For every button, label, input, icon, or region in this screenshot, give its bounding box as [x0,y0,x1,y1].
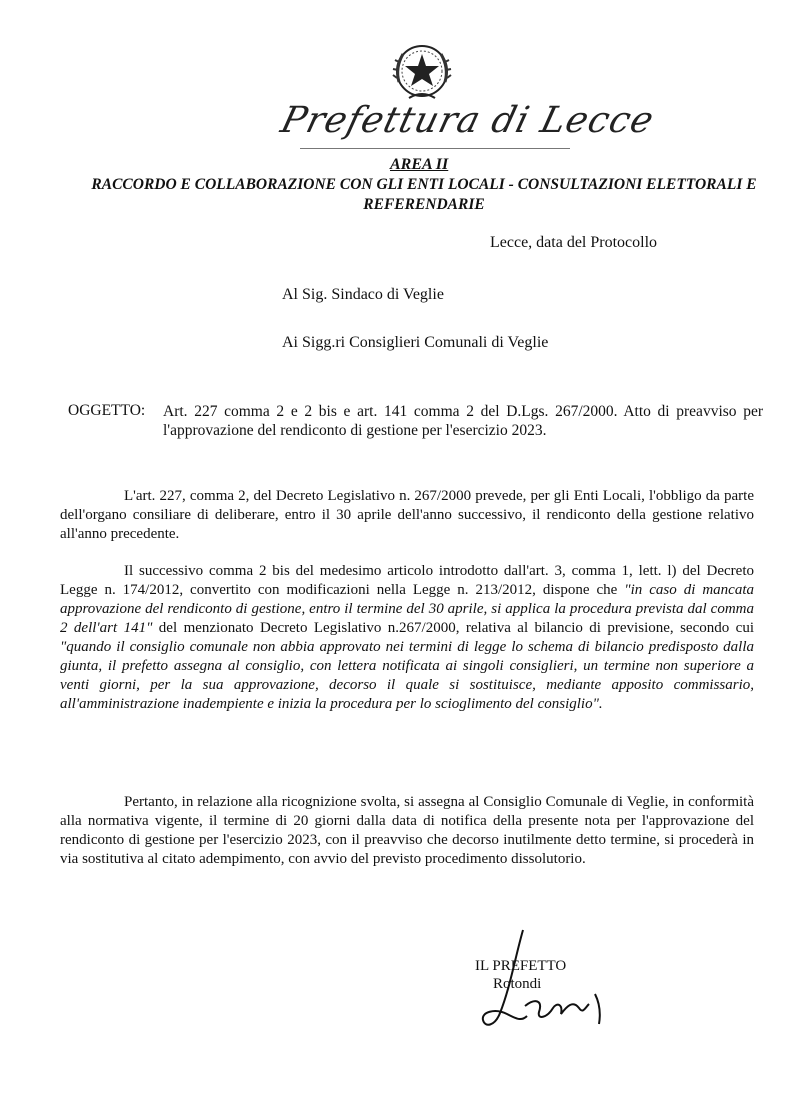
date-line: Lecce, data del Protocollo [490,234,658,251]
paragraph-1: L'art. 227, comma 2, del Decreto Legislativo n. 267/2000 prevede, per gli Enti Locali, l'obbligo da parte dell'organo consiliare di deliberare, entro il 30 aprile dell'anno successivo, il rendiconto della gestione relativo all'anno precedente. [60,488,754,542]
recipient-mayor: Al Sig. Sindaco di Veglie [282,286,444,303]
title-divider [300,148,570,149]
subject-text: Art. 227 comma 2 e 2 bis e art. 141 comma 2 del D.Lgs. 267/2000. Atto di preavviso per l'approvazione del rendiconto di gestione per l'esercizio 2023. [163,403,763,439]
subject-label: OGGETTO: [68,402,146,419]
paragraph-2-quote-2: "quando il consiglio comunale non abbia approvato nei termini di legge lo schema di bilancio predisposto dalla giunta, il prefetto assegna al consiglio, con lettera notificata ai singoli consiglieri, un termine non superiore a venti giorni, per la sua approvazione, decorso il quale si sostituisce, mediante apposito commissario, all'amministrazione inadempiente e inizia la procedura per lo scioglimento del consiglio". [60,639,754,712]
paragraph-2-quote-1: "in caso di mancata approvazione del rendiconto di gestione, entro il termine del 30 aprile, si applica la procedura prevista dal comma 2 dell'art 141" [60,582,754,636]
italian-republic-emblem-icon [389,38,455,104]
paragraph-3: Pertanto, in relazione alla ricognizione svolta, si assegna al Consiglio Comunale di Veglie, in conformità alla normativa vigente, il termine di 20 giorni dalla data di notifica della presente nota per l'approvazione del rendiconto di gestione per l'esercizio 2023, con il preavviso che decorso inutilmente detto termine, si procederà in via sostitutiva al citato adempimento, con avvio del previsto procedimento dissolutorio. [60,794,754,867]
recipient-councillors: Ai Sigg.ri Consiglieri Comunali di Veglie [282,334,549,351]
area-heading: AREA II [390,156,449,173]
paragraph-2 [60,562,754,714]
signatory-name: Rotondi [493,976,542,992]
office-title: Prefettura di Lecce [276,100,659,141]
paragraph-2-text-b: del menzionato Decreto Legislativo n.267/2000, relativa al bilancio di previsione, secondo cui [152,620,754,636]
department-heading: RACCORDO E COLLABORAZIONE CON GLI ENTI LOCALI - CONSULTAZIONI ELETTORALI E REFERENDARIE [91,176,757,213]
paragraph-2-text-a: Il successivo comma 2 bis del medesimo articolo introdotto dall'art. 3, comma 1, lett. l) del Decreto Legge n. 174/2012, convertito con modificazioni nella Legge n. 213/2012, dispone che [60,563,754,598]
signatory-title: IL PREFETTO [475,958,567,974]
